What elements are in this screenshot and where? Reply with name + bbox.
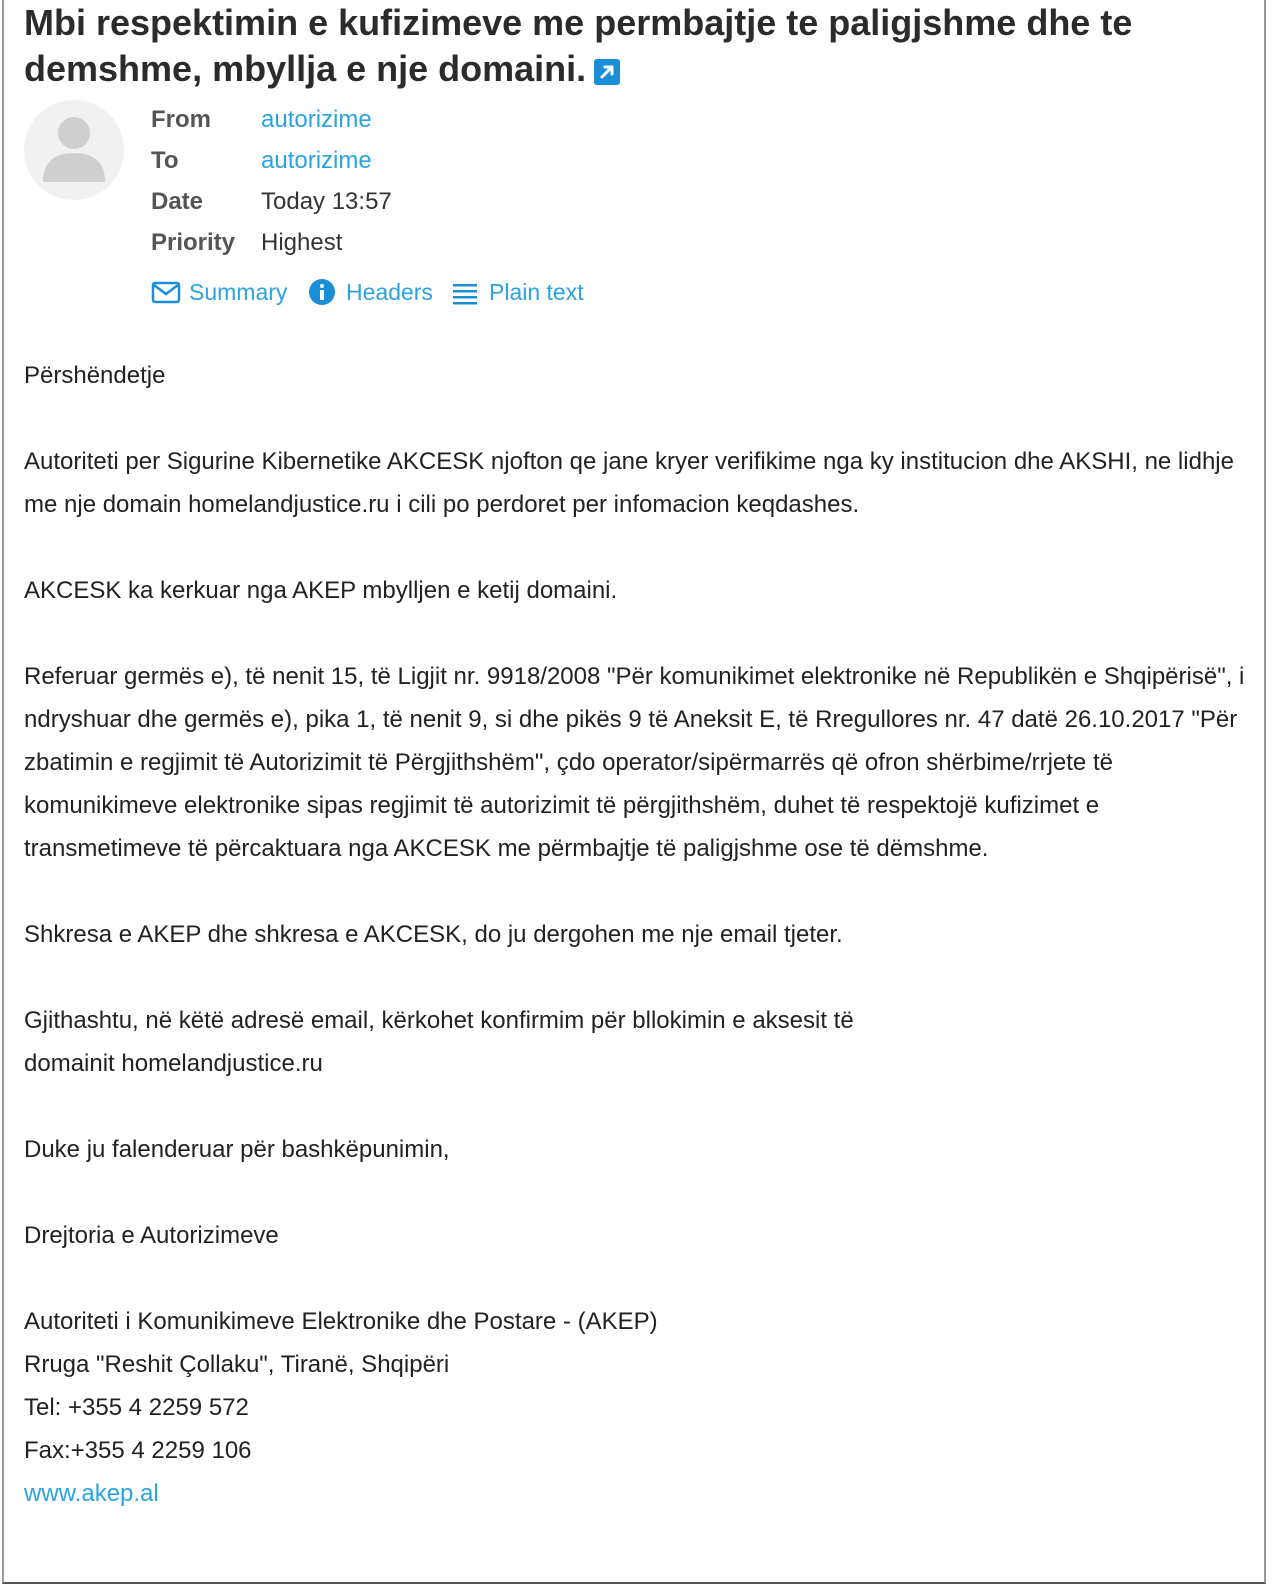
priority-value: Highest (261, 229, 343, 256)
from-address-link[interactable]: autorizime (261, 106, 372, 133)
email-subject (24, 0, 1224, 92)
from-label: From (151, 106, 211, 133)
headers-label: Headers (346, 279, 433, 305)
paragraph-legal-reference: Referuar germës e), të nenit 15, të Ligjit nr. 9918/2008 "Për komunikimet elektronike në Republikën e Shqipërisë", i ndryshuar dhe germës e), pika 1, të nenit 9, si dhe pikës 9 të Aneksit E, të Rregullores nr. 47 datë 26.10.2017 "Për zbatimin e regjimit të Autorizimit të Përgjithshëm", çdo operator/sipërmarrës që ofron shërbime/rrjete të komunikimeve elektronike sipas regjimit të autorizimit të përgjithshëm, duhet të respektojë kufizimet e transmetimeve të përcaktuara nga AKCESK me përmbajtje të paligjshme ose të dëmshme. (24, 663, 1245, 862)
to-address-link[interactable]: autorizime (261, 147, 372, 174)
paragraph-confirmation-line-1: Gjithashtu, në këtë adresë email, kërkohet konfirmim për bllokimin e aksesit të (24, 1007, 854, 1034)
info-icon (308, 278, 336, 306)
headers-button[interactable] (308, 275, 438, 309)
lines-icon (451, 278, 479, 306)
email-body (24, 354, 1254, 1515)
signature-fax: Fax:+355 4 2259 106 (24, 1437, 252, 1464)
plain-text-label: Plain text (489, 279, 584, 305)
paragraph-closure-request: AKCESK ka kerkuar nga AKEP mbylljen e ketij domaini. (24, 577, 618, 604)
paragraph-confirmation-line-2: domainit homelandjustice.ru (24, 1050, 323, 1077)
greeting: Përshëndetje (24, 362, 166, 389)
to-label: To (151, 147, 179, 174)
plain-text-button[interactable] (451, 275, 591, 309)
sender-avatar (24, 100, 124, 200)
signature-address: Rruga "Reshit Çollaku", Tiranë, Shqipëri (24, 1351, 450, 1378)
department-name: Drejtoria e Autorizimeve (24, 1222, 279, 1249)
envelope-icon (151, 278, 181, 306)
signature-organization: Autoriteti i Komunikimeve Elektronike dhe Postare - (AKEP) (24, 1308, 658, 1335)
website-link[interactable]: www.akep.al (24, 1480, 159, 1507)
priority-label: Priority (151, 229, 236, 256)
summary-button[interactable] (151, 275, 291, 309)
paragraph-letters-followup: Shkresa e AKEP dhe shkresa e AKCESK, do ju dergohen me nje email tjeter. (24, 921, 843, 948)
closing-line: Duke ju falenderuar për bashkëpunimin, (24, 1136, 450, 1163)
paragraph-domain-notice: Autoriteti per Sigurine Kibernetike AKCESK njofton qe jane kryer verifikime nga ky institucion dhe AKSHI, ne lidhje me nje domain homelandjustice.ru i cili po perdoret per infomacion keqdashes. (24, 448, 1234, 518)
open-external-icon[interactable] (594, 59, 620, 85)
date-value: Today 13:57 (261, 188, 392, 215)
user-placeholder-icon (24, 100, 124, 200)
summary-label: Summary (189, 279, 288, 305)
subject-text: Mbi respektimin e kufizimeve me permbajtje te paligjshme dhe te demshme, mbyllja e nje domaini. (24, 2, 1133, 89)
signature-phone: Tel: +355 4 2259 572 (24, 1394, 249, 1421)
date-label: Date (151, 188, 204, 215)
